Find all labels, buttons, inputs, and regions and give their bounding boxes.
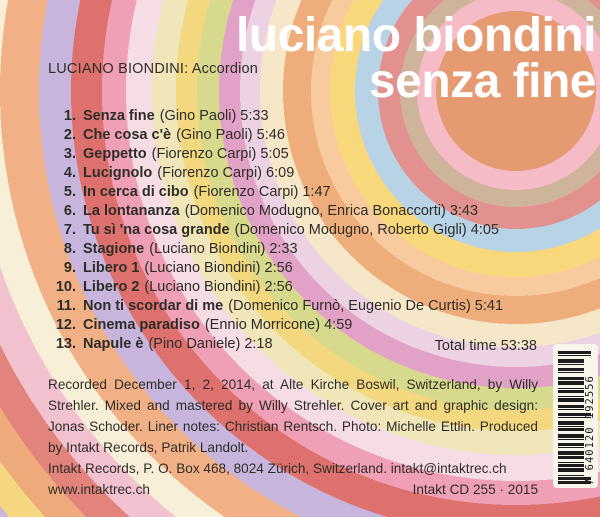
track-composer-time: (Fiorenzo Carpi) 5:05 [151,146,289,162]
track-number: 9. [63,260,76,276]
credit-line: by Intakt Records, Patrik Landolt. [48,440,249,455]
barcode-bar [558,405,584,408]
track-row [48,278,503,297]
track-number: 5. [63,184,76,200]
track-composer-time: (Gino Paoli) 5:46 [176,127,285,143]
track-row [48,259,503,278]
track-composer-time: (Luciano Biondini) 2:33 [149,241,298,257]
barcode-bar [558,359,584,363]
barcode-bar [558,439,584,440]
barcode-bar [558,447,584,448]
barcode-bar [558,388,584,389]
barcode-bar [558,468,584,472]
barcode-bar [558,372,584,373]
website-text: www.intaktrec.ch [48,482,150,497]
track-title: Stagione [83,241,145,257]
album-title-block [236,9,596,108]
barcode-bar [558,390,584,393]
barcode-bar [558,456,584,459]
track-title: Libero 2 [83,279,140,295]
track-number: 8. [63,241,76,257]
track-title: Geppetto [83,146,147,162]
track-composer-time: (Domenico Furnò, Eugenio De Curtis) 5:41 [228,298,504,314]
track-number: 11. [56,298,76,314]
track-title: Lucignolo [83,165,153,181]
track-number: 4. [63,165,76,181]
barcode-bar [558,421,584,425]
barcode-digits: 7 640120 192556 [584,375,596,485]
track-title: Tu sì 'na cosa grande [83,222,230,238]
barcode-bar [558,364,584,365]
barcode-bar [558,464,584,467]
track-title: In cerca di cibo [83,184,189,200]
track-title: Senza fine [83,108,155,124]
track-title: La lontananza [83,203,180,219]
track-composer-time: (Domenico Modugno, Enrica Bonaccorti) 3:43 [184,203,479,219]
barcode-bar [558,377,584,380]
track-number: 1. [63,108,76,124]
credits-block [48,374,538,500]
barcode-bar [558,434,584,438]
track-row [48,126,503,145]
track-row [48,145,503,164]
track-list [48,107,503,354]
barcode-bar [558,451,584,455]
credit-lines [48,374,538,479]
track-row [48,297,503,316]
track-row [48,221,503,240]
barcode-bars [558,351,584,482]
track-number: 10. [55,279,76,295]
track-number: 2. [63,127,76,143]
barcode-bar [558,475,584,476]
track-row [48,183,503,202]
track-number: 13. [55,336,76,352]
barcode-bar [558,396,584,397]
track-row [48,202,503,221]
track-row [48,316,503,335]
track-title: Napule è [83,336,144,352]
track-title: Libero 1 [83,260,140,276]
barcode-bar [558,426,584,427]
album-artist-title: luciano biondini [236,9,596,62]
performer-credit: LUCIANO BIONDINI: Accordion [48,61,259,77]
barcode-bar [558,443,584,446]
barcode-bar [558,409,584,410]
track-composer-time: (Domenico Modugno, Roberto Gigli) 4:05 [234,222,499,238]
barcode-bar [558,462,584,463]
total-time-value: 53:38 [500,338,537,354]
barcode-bar [558,428,584,431]
album-subtitle: senza fine [368,55,596,108]
credit-line: Jonas Schoder. Liner notes: Christian Rentsch. Photo: Michelle Ettlin. Produced [48,419,538,434]
credit-line: Intakt Records, P. O. Box 468, 8024 Zürich, Switzerland. intakt@intaktrec.ch [48,461,507,476]
barcode-label [553,344,598,488]
track-title: Non ti scordar di me [83,298,224,314]
catalog-number: Intakt CD 255 · 2015 [412,482,538,497]
track-composer-time: (Luciano Biondini) 2:56 [144,279,293,295]
bottom-line [48,479,538,500]
track-composer-time: (Gino Paoli) 5:33 [159,108,269,124]
barcode-bar [558,398,584,402]
track-composer-time: (Fiorenzo Carpi) 1:47 [193,184,331,200]
total-time [435,337,537,356]
track-row [48,164,503,183]
credit-line: Recorded December 1, 2, 2014, at Alte Kirche Boswil, Switzerland, by Willy [48,377,538,392]
barcode-bar [558,381,584,385]
track-title: Cinema paradiso [83,317,200,333]
track-number: 12. [55,317,76,333]
track-number: 7. [63,222,76,238]
track-composer-time: (Luciano Biondini) 2:56 [144,260,293,276]
track-row [48,240,503,259]
track-row [48,107,503,126]
credit-line: Strehler. Mixed and mastered by Willy Strehler. Cover art and graphic design: [48,398,538,413]
track-number: 6. [63,203,76,219]
total-time-label: Total time [434,338,497,354]
track-number: 3. [63,146,76,162]
track-composer-time: (Ennio Morricone) 4:59 [204,317,353,333]
barcode-bar [558,368,584,371]
track-composer-time: (Fiorenzo Carpi) 6:09 [157,165,295,181]
track-title: Che cosa c'è [83,127,172,143]
track-composer-time: (Pino Daniele) 2:18 [148,336,273,352]
